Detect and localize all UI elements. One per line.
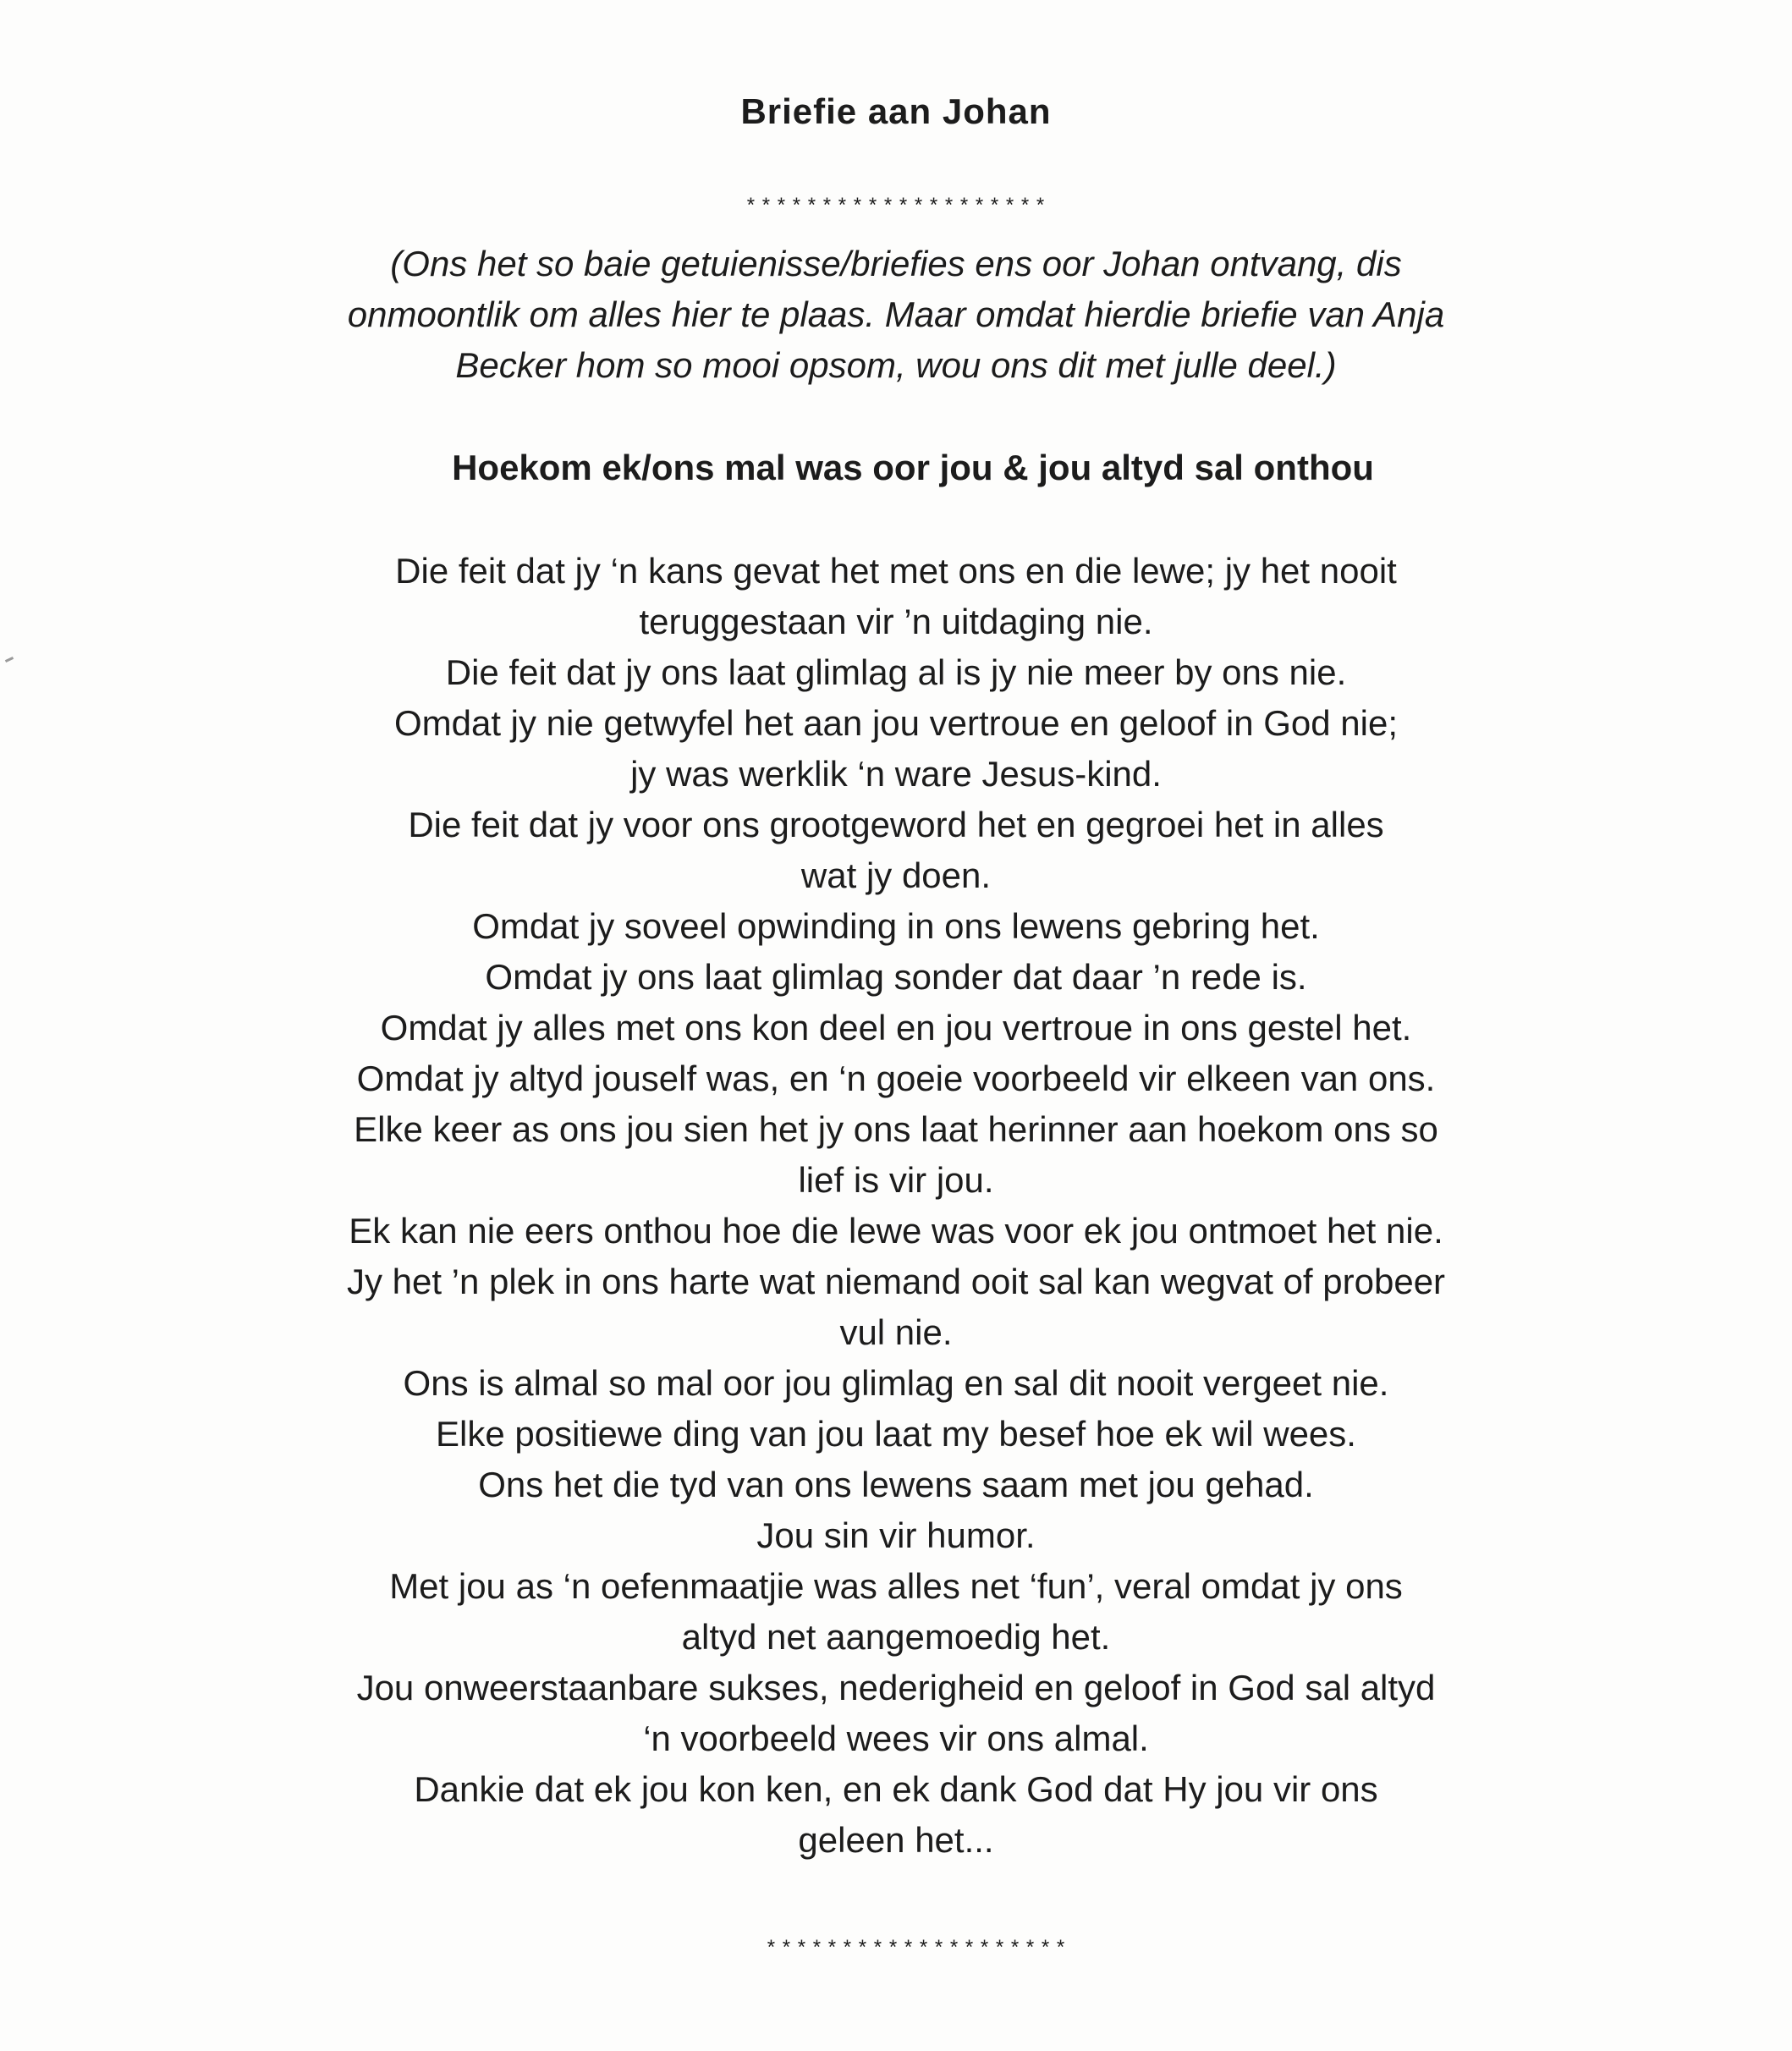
letter-line: Jou sin vir humor. — [756, 1515, 1036, 1555]
letter-line: Met jou as ‘n oefenmaatjie was alles net ‘fun’, veral omdat jy ons — [389, 1566, 1403, 1606]
letter-line: Ons is almal so mal oor jou glimlag en sal dit nooit vergeet nie. — [403, 1363, 1389, 1403]
letter-body — [169, 546, 1623, 1866]
letter-line: Omdat jy soveel opwinding in ons lewens gebring het. — [472, 906, 1320, 946]
letter-line: Omdat jy altyd jouself was, en ‘n goeie voorbeeld vir elkeen van ons. — [356, 1058, 1436, 1098]
letter-line: Die feit dat jy ‘n kans gevat het met ons en die lewe; jy het nooit — [395, 551, 1397, 591]
separator-top: * * * * * * * * * * * * * * * * * * * * — [746, 194, 1046, 217]
letter-line: jy was werklik ‘n ware Jesus-kind. — [630, 754, 1162, 794]
page-title: Briefie aan Johan — [740, 91, 1052, 131]
letter-line: teruggestaan vir ’n uitdaging nie. — [639, 602, 1153, 641]
letter-line: vul nie. — [839, 1312, 953, 1352]
separator-bottom: * * * * * * * * * * * * * * * * * * * * — [767, 1936, 1066, 1959]
letter-line: geleen het... — [798, 1820, 994, 1860]
letter-line: Omdat jy nie getwyfel het aan jou vertroue en geloof in God nie; — [393, 703, 1399, 743]
letter-line: ‘n voorbeeld wees vir ons almal. — [643, 1718, 1149, 1758]
letter-line: Elke keer as ons jou sien het jy ons laat herinner aan hoekom ons so — [354, 1109, 1438, 1149]
letter-line: Omdat jy alles met ons kon deel en jou vertroue in ons gestel het. — [380, 1008, 1412, 1047]
intro-line: (Ons het so baie getuienisse/briefies ens oor Johan ontvang, dis — [390, 244, 1402, 283]
letter-line: Dankie dat ek jou kon ken, en ek dank God dat Hy jou vir ons — [414, 1769, 1378, 1809]
letter-heading: Hoekom ek/ons mal was oor jou & jou altyd sal onthou — [452, 448, 1374, 487]
letter-line: Ons het die tyd van ons lewens saam met jou gehad. — [478, 1465, 1314, 1504]
letter-line: Jy het ’n plek in ons harte wat niemand ooit sal kan wegvat of probeer — [346, 1262, 1446, 1301]
letter-line: lief is vir jou. — [798, 1160, 994, 1200]
intro-line: Becker hom so mooi opsom, wou ons dit met julle deel.) — [455, 345, 1337, 385]
scan-speck — [5, 657, 14, 663]
letter-line: Die feit dat jy ons laat glimlag al is jy nie meer by ons nie. — [445, 652, 1347, 692]
letter-line: Ek kan nie eers onthou hoe die lewe was voor ek jou ontmoet het nie. — [349, 1211, 1443, 1251]
letter-line: Omdat jy ons laat glimlag sonder dat daar ’n rede is. — [485, 957, 1307, 997]
intro-note — [195, 239, 1597, 391]
letter-line: altyd net aangemoedig het. — [681, 1617, 1111, 1657]
letter-line: Jou onweerstaanbare sukses, nederigheid en geloof in God sal altyd — [356, 1668, 1436, 1707]
intro-line: onmoontlik om alles hier te plaas. Maar omdat hierdie briefie van Anja — [347, 294, 1445, 334]
letter-line: Die feit dat jy voor ons grootgeword het en gegroei het in alles — [408, 805, 1384, 844]
letter-line: wat jy doen. — [800, 855, 992, 895]
letter-line: Elke positiewe ding van jou laat my besef hoe ek wil wees. — [436, 1414, 1356, 1454]
